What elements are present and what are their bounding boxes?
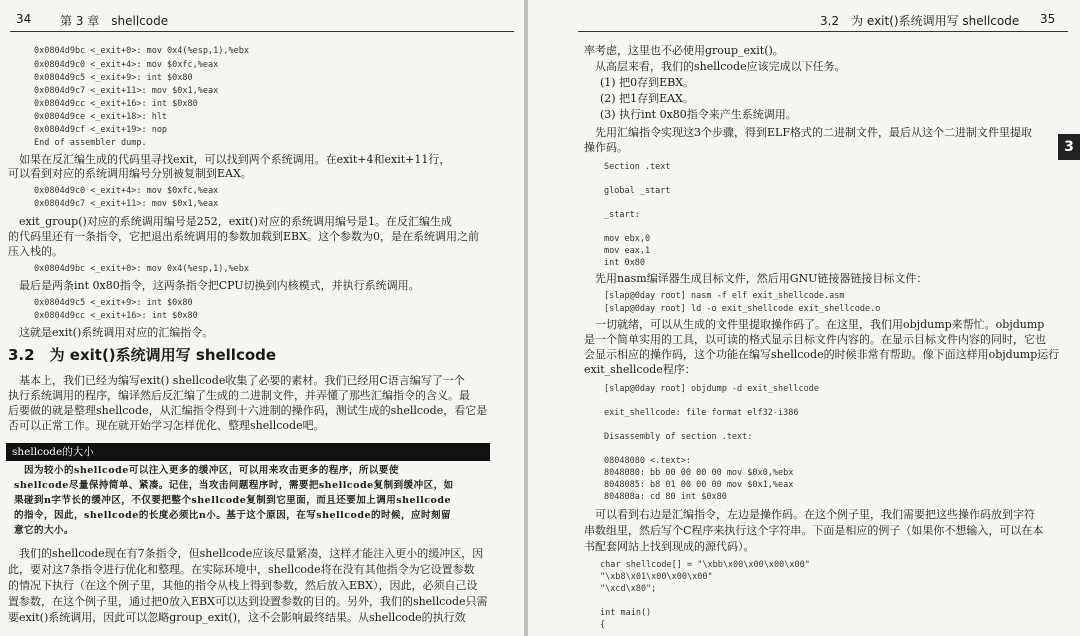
code-line: Disassembly of section .text: <box>604 432 753 442</box>
paragraph-line: 压入栈的。 <box>8 245 63 258</box>
page-number: 34 <box>16 12 32 26</box>
paragraph-line: 率考虑，这里也不必使用group_exit()。 <box>584 44 784 57</box>
page-number: 35 <box>1040 12 1056 26</box>
paragraph-line: 串数组里，然后写个C程序来执行这个字符串。下面是相应的例子（如果你不想输入，可以在本 <box>584 524 1044 537</box>
code-line: 0x0804d9c7 <_exit+11>: mov $0x1,%eax <box>34 86 219 96</box>
paragraph-line: 可以看到对应的系统调用编号分别被复制到EAX。 <box>8 167 252 180</box>
code-line: 804808a: cd 80 int $0x80 <box>604 492 727 502</box>
code-line: 0x0804d9cc <_exit+16>: int $0x80 <box>34 311 198 321</box>
code-line: 0x0804d9cc <_exit+16>: int $0x80 <box>34 99 198 109</box>
code-line: int 0x80 <box>604 258 645 268</box>
code-line: 8048080: bb 00 00 00 00 mov $0x0,%ebx <box>604 468 794 478</box>
paragraph-line: 一切就绪，可以从生成的文件里提取操作码了。在这里，我们用objdump来帮忙。objdump <box>584 318 1045 331</box>
paragraph-line: 是一个简单实用的工具，以可读的格式显示目标文件内容的。在显示目标文件内容的同时，它也 <box>584 333 1046 346</box>
paragraph-line: 执行系统调用的程序，编译然后反汇编了生成的二进制文件，并弄懂了那些汇编指令的含义。最 <box>8 389 470 402</box>
code-line: 0x0804d9cf <_exit+19>: nop <box>34 125 168 135</box>
paragraph-line: 先用nasm编译器生成目标文件，然后用GNU链接器链接目标文件： <box>584 272 928 285</box>
paragraph-line: 基本上，我们已经为编写exit() shellcode收集了必要的素材。我们已经用C语言编写了一个 <box>8 374 465 387</box>
chapter-title: 第 3 章 shellcode <box>60 14 169 28</box>
right-page <box>528 0 1080 636</box>
sidebar-box-line: 的指令，因此，shellcode的长度必须比n小。基于这个原因，在写shellcode的时候，应时刻留 <box>14 510 452 521</box>
paragraph-line: 操作码。 <box>584 141 628 154</box>
code-line: exit_shellcode: file format elf32-i386 <box>604 408 799 418</box>
code-line: 0x0804d9ce <_exit+18>: hlt <box>34 112 168 122</box>
code-line: [slap@0day root] nasm -f elf exit_shellcode.asm <box>604 291 845 301</box>
sidebar-box-line: shellcode尽量保持简单、紧凑。记住，当攻击问题程序时，需要把shellcode复制到缓冲区，如 <box>14 480 454 491</box>
paragraph-line: 否可以正常工作。现在就开始学习怎样优化、整理shellcode吧。 <box>8 419 325 432</box>
paragraph-line: 最后是两条int 0x80指令，这两条指令把CPU切换到内核模式，并执行系统调用。 <box>8 279 420 292</box>
code-line: { <box>600 620 606 630</box>
running-head: 3.2 为 exit()系统调用写 shellcode <box>820 14 1020 28</box>
code-line: mov eax,1 <box>604 246 651 256</box>
code-line: 0x0804d9bc <_exit+0>: mov 0x4(%esp,1),%ebx <box>34 46 249 56</box>
code-line: End of assembler dump. <box>34 138 147 148</box>
code-line: [slap@0day root] ld -o exit_shellcode exit_shellcode.o <box>604 304 881 314</box>
code-line: global _start <box>604 186 671 196</box>
left-page <box>0 0 524 636</box>
sidebar-box-line: 意它的大小。 <box>14 525 75 536</box>
task-item: (1) 把0存到EBX。 <box>600 76 695 89</box>
paragraph-line: 的代码里还有一条指令，它把退出系统调用的参数加载到EBX。这个参数为0，是在系统调用之前 <box>8 230 479 243</box>
paragraph-line: 后要做的就是整理shellcode，从汇编指令得到十六进制的操作码，测试生成的shellcode，看它是 <box>8 404 488 417</box>
chapter-thumb-tab: 3 <box>1058 134 1080 160</box>
code-line: char shellcode[] = "\xbb\x00\x00\x00\x00" <box>600 560 810 570</box>
code-line: Section .text <box>604 162 671 172</box>
paragraph-line: 从高层来看，我们的shellcode应该完成以下任务。 <box>584 60 846 73</box>
code-line: 0x0804d9c0 <_exit+4>: mov $0xfc,%eax <box>34 60 219 70</box>
paragraph-line: 的情况下执行（在这个例子里，其他的指令从栈上得到参数，然后放入EBX），因此，必须自己设 <box>8 579 478 592</box>
code-line: 0x0804d9bc <_exit+0>: mov 0x4(%esp,1),%ebx <box>34 264 249 274</box>
paragraph-line: 可以看到右边是汇编指令，左边是操作码。在这个例子里，我们需要把这些操作码放到字符 <box>584 508 1035 521</box>
paragraph-line: 我们的shellcode现在有7条指令，但shellcode应该尽量紧凑，这样才能注入更小的缓冲区，因 <box>8 547 484 560</box>
paragraph-line: 先用汇编指令实现这3个步骤，得到ELF格式的二进制文件，最后从这个二进制文件里提取 <box>584 126 1032 139</box>
code-line: [slap@0day root] objdump -d exit_shellcode <box>604 384 819 394</box>
paragraph-line: exit_shellcode程序： <box>584 363 696 376</box>
code-line: 0x0804d9c7 <_exit+11>: mov $0x1,%eax <box>34 199 219 209</box>
header-rule <box>10 31 514 32</box>
paragraph-line: 会显示相应的操作码，这个功能在编写shellcode的时候非常有帮助。像下面这样用objdump运行 <box>584 348 1060 361</box>
code-line: mov ebx,0 <box>604 234 651 244</box>
code-line: 8048085: b8 01 00 00 00 mov $0x1,%eax <box>604 480 794 490</box>
code-line: "\xb8\x01\x00\x00\x00" <box>600 572 713 582</box>
code-line: 0x0804d9c0 <_exit+4>: mov $0xfc,%eax <box>34 186 219 196</box>
code-line: 0x0804d9c5 <_exit+9>: int $0x80 <box>34 73 193 83</box>
section-heading: 3.2 为 exit()系统调用写 shellcode <box>8 346 277 364</box>
paragraph-line: 置参数，在这个例子里，通过把0放入EBX可以达到设置参数的目的。另外，我们的shellcode只需 <box>8 595 488 608</box>
paragraph-line: 要exit()系统调用，因此可以忽略group_exit()，这不会影响最终结果。从shellcode的执行效 <box>8 611 466 624</box>
header-rule <box>578 31 1068 32</box>
paragraph-line: exit_group()对应的系统调用编号是252，exit()对应的系统调用编号是1。在反汇编生成 <box>8 215 453 228</box>
code-line: 0x0804d9c5 <_exit+9>: int $0x80 <box>34 298 193 308</box>
code-line: _start: <box>604 210 640 220</box>
task-item: (3) 执行int 0x80指令来产生系统调用。 <box>600 108 797 121</box>
sidebar-box-line: 果碰到n字节长的缓冲区，不仅要把整个shellcode复制到它里面，而且还要加上调用shellcode <box>14 495 452 506</box>
code-line: "\xcd\x80"; <box>600 584 657 594</box>
code-line: 08048080 <.text>: <box>604 456 691 466</box>
paragraph-line: 如果在反汇编生成的代码里寻找exit，可以找到两个系统调用。在exit+4和exit+11行， <box>8 153 451 166</box>
paragraph-line: 此，要对这7条指令进行优化和整理。在实际环境中，shellcode将在没有其他指令为它设置参数 <box>8 563 475 576</box>
code-line: int main() <box>600 608 652 618</box>
task-item: (2) 把1存到EAX。 <box>600 92 694 105</box>
paragraph-line: 这就是exit()系统调用对应的汇编指令。 <box>8 326 214 339</box>
sidebar-box-line: 因为较小的shellcode可以注入更多的缓冲区，可以用来攻击更多的程序，所以要使 <box>14 465 399 476</box>
paragraph-line: 书配套网站上找到现成的源代码）。 <box>584 540 755 553</box>
sidebar-box-title: shellcode的大小 <box>6 443 490 461</box>
